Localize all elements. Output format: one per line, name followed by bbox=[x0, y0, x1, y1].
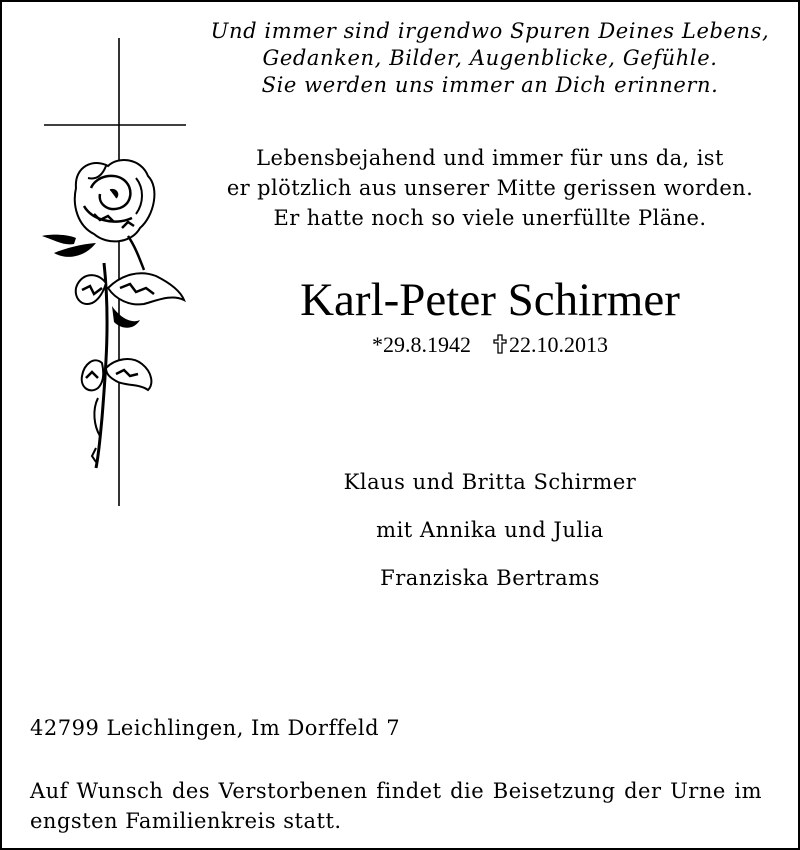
verse-line: Lebensbejahend und immer für uns da, ist bbox=[256, 146, 724, 170]
mourners-list bbox=[200, 470, 780, 614]
cross-with-rose-icon bbox=[36, 38, 196, 508]
tribute-verse bbox=[200, 143, 780, 233]
mourner-line: mit Annika und Julia bbox=[376, 518, 604, 542]
verse-line: Er hatte noch so viele unerfüllte Pläne. bbox=[273, 206, 707, 230]
mourner-line: Franziska Bertrams bbox=[380, 566, 600, 590]
life-dates bbox=[200, 330, 780, 360]
quote-line: Sie werden uns immer an Dich erinnern. bbox=[261, 73, 719, 97]
deceased-name: Karl-Peter Schirmer bbox=[300, 274, 680, 326]
mourner-line: Klaus und Britta Schirmer bbox=[343, 470, 637, 494]
notice-line: Auf Wunsch des Verstorbenen findet die Beisetzung der Urne im bbox=[30, 779, 762, 803]
quote-line: Und immer sind irgendwo Spuren Deines Lebens, bbox=[210, 19, 770, 43]
family-address: 42799 Leichlingen, Im Dorffeld 7 bbox=[30, 716, 401, 740]
birth-date: *29.8.1942 bbox=[372, 332, 471, 357]
burial-notice bbox=[30, 776, 762, 836]
cross-icon bbox=[493, 334, 507, 354]
quote-line: Gedanken, Bilder, Augenblicke, Gefühle. bbox=[262, 46, 718, 70]
death-date: 22.10.2013 bbox=[509, 332, 608, 357]
verse-line: er plötzlich aus unserer Mitte gerissen worden. bbox=[226, 176, 754, 200]
memorial-quote bbox=[200, 18, 780, 99]
notice-line: engsten Familienkreis statt. bbox=[30, 809, 342, 833]
